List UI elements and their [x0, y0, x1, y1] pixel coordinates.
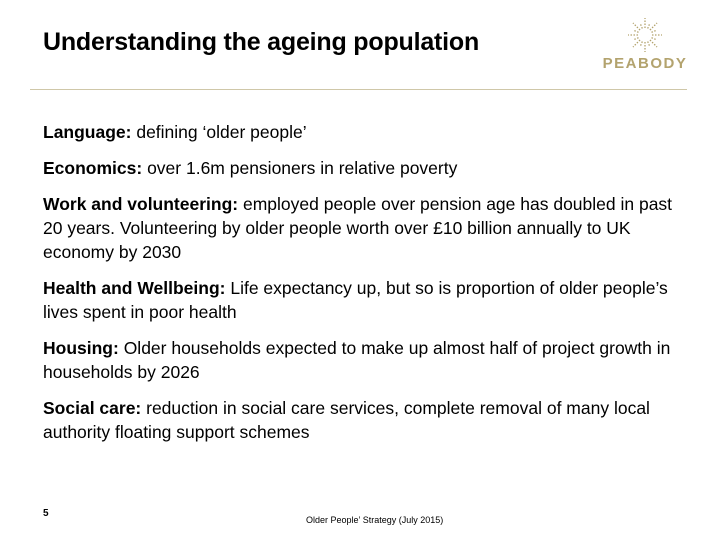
peabody-logo: [600, 16, 690, 76]
bullet-lead: Language:: [43, 122, 132, 142]
bullet-economics: [43, 156, 683, 180]
bullet-lead: Economics:: [43, 158, 143, 178]
bullet-text: over 1.6m pensioners in relative poverty: [142, 158, 458, 178]
footer-text: Older People’ Strategy (July 2015): [306, 515, 444, 525]
bullet-language: [43, 120, 683, 144]
page-number: 5: [43, 508, 49, 519]
slide-title: Understanding the ageing population: [43, 28, 480, 56]
bullet-lead: Health and Wellbeing:: [43, 278, 226, 298]
bullet-text: reduction in social care services, complete removal of many local authority floating support schemes: [43, 398, 650, 442]
bullet-list: [43, 120, 683, 456]
bullet-housing: [43, 336, 683, 384]
logo-text: PEABODY: [602, 55, 688, 72]
bullet-text: Life expectancy up, but so is proportion of older people’s lives spent in poor health: [43, 278, 668, 322]
title-divider: [30, 89, 687, 90]
bullet-text: defining ‘older people’: [131, 122, 307, 142]
bullet-lead: Housing:: [43, 338, 119, 358]
bullet-social-care: [43, 396, 683, 444]
bullet-lead: Work and volunteering:: [43, 194, 239, 214]
bullet-health-wellbeing: [43, 276, 683, 324]
bullet-text: Older households expected to make up almost half of project growth in households by 2026: [43, 338, 671, 382]
bullet-text: employed people over pension age has doubled in past 20 years. Volunteering by older people worth over £10 billion annually to UK economy by 2030: [43, 194, 673, 262]
bullet-lead: Social care:: [43, 398, 142, 418]
starburst-icon: [600, 16, 690, 56]
bullet-work-volunteering: [43, 192, 683, 264]
